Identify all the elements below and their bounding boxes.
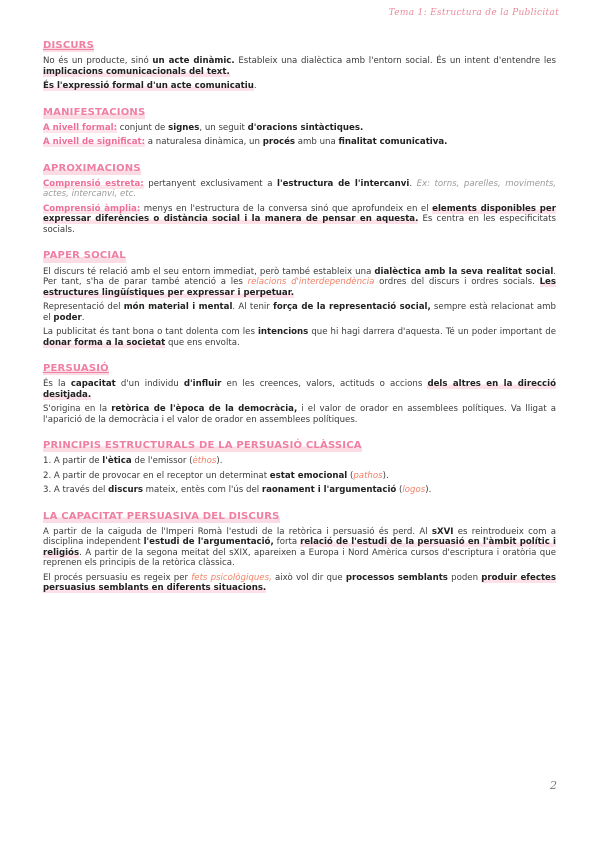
section-aproximacions [43, 163, 556, 236]
section-principis [43, 440, 556, 496]
page-number: 2 [550, 779, 557, 792]
paragraph: És l'expressió formal d'un acte comunicatiu. [43, 81, 257, 92]
list-item: 1. A partir de l'ètica de l'emissor (èthos). [43, 456, 223, 467]
paragraph: A nivell de significat: a naturalesa dinàmica, un procés amb una finalitat comunicativa. [43, 137, 448, 148]
heading-capacitat: LA CAPACITAT PERSUASIVA DEL DISCURS [43, 510, 280, 522]
paragraph: És la capacitat d'un individu d'influir en les creences, valors, actituds o accions dels altres en la direcció desitjada. [43, 379, 556, 400]
paragraph: El procés persuasiu es regeix per fets psicològiques, això vol dir que processos semblants poden produir efectes persuasius semblants en diferents situacions. [43, 572, 557, 594]
section-discurs [43, 40, 556, 92]
paragraph: A partir de la caiguda de l'Imperi Romà l'estudi de la retòrica i persuasió és perd. Al sXVI es reintrodueix com a disciplina independent l'estudi de l'argumentació, forta relació de l'estudi de la persuasió en l'àmbit polític i religiós. A partir de la segona meitat del sXIX, apareixen a Europa i Nord Amèrica cursos d'escriptura i oratòria que reprenen els principis de la retòrica clàssica. [43, 526, 556, 569]
section-persuasio [43, 363, 556, 425]
heading-paper-social: PAPER SOCIAL [43, 250, 126, 262]
paragraph: No és un producte, sinó un acte dinàmic. Estableix una dialèctica amb l'entorn social. És un intent d'entendre les implicacions comunicacionals del text. [43, 56, 556, 77]
paragraph: Comprensió àmplia: menys en l'estructura de la conversa sinó que aprofundeix en el elements disponibles per expressar diferències o distància social i la manera de pensar en aquesta. Es centra en les especificitats socials. [43, 203, 556, 235]
heading-discurs: DISCURS [43, 40, 94, 51]
paragraph: Representació del món material i mental. Al tenir força de la representació social, sempre està relacionat amb el poder. [43, 302, 556, 323]
paragraph: El discurs té relació amb el seu entorn immediat, però també estableix una dialèctica amb la seva realitat social. Per tant, s'ha de parar també atenció a les relacions d'interdependència ordres del discurs i ordres socials. Les estructures lingüístiques per expressar i perpetuar. [43, 266, 556, 298]
heading-persuasio: PERSUASIÓ [43, 362, 109, 374]
heading-principis: PRINCIPIS ESTRUCTURALS DE LA PERSUASIÓ CLÀSSICA [43, 440, 362, 452]
section-paper-social [43, 250, 556, 348]
page-header: Tema 1: Estructura de la Publicitat [388, 8, 559, 18]
paragraph: S'origina en la retòrica de l'època de la democràcia, i el valor de orador en assemblees polítiques. Va lligat a l'aparició de la democràcia i el valor de orador en assemblees polítiques. [43, 404, 556, 425]
paragraph: La publicitat és tant bona o tant dolenta com les intencions que hi hagi darrera d'aquesta. Té un poder important de donar forma a la societat que ens envolta. [43, 327, 557, 348]
paragraph: Comprensió estreta: pertanyent exclusivament a l'estructura de l'intercanvi. Ex: torns, parelles, moviments, actes, intercanvi, etc. [43, 178, 557, 200]
section-capacitat [43, 511, 556, 594]
list-item: 3. A través del discurs mateix, entès com l'ús del raonament i l'argumentació (logos). [43, 485, 432, 496]
document-body [43, 40, 556, 609]
section-manifestacions [43, 107, 556, 148]
list-item: 2. A partir de provocar en el receptor un determinat estat emocional (pathos). [43, 470, 389, 481]
paragraph: A nivell formal: conjunt de signes, un seguit d'oracions sintàctiques. [43, 122, 364, 133]
heading-manifestacions: MANIFESTACIONS [43, 106, 146, 118]
heading-aproximacions: APROXIMACIONS [43, 162, 141, 174]
